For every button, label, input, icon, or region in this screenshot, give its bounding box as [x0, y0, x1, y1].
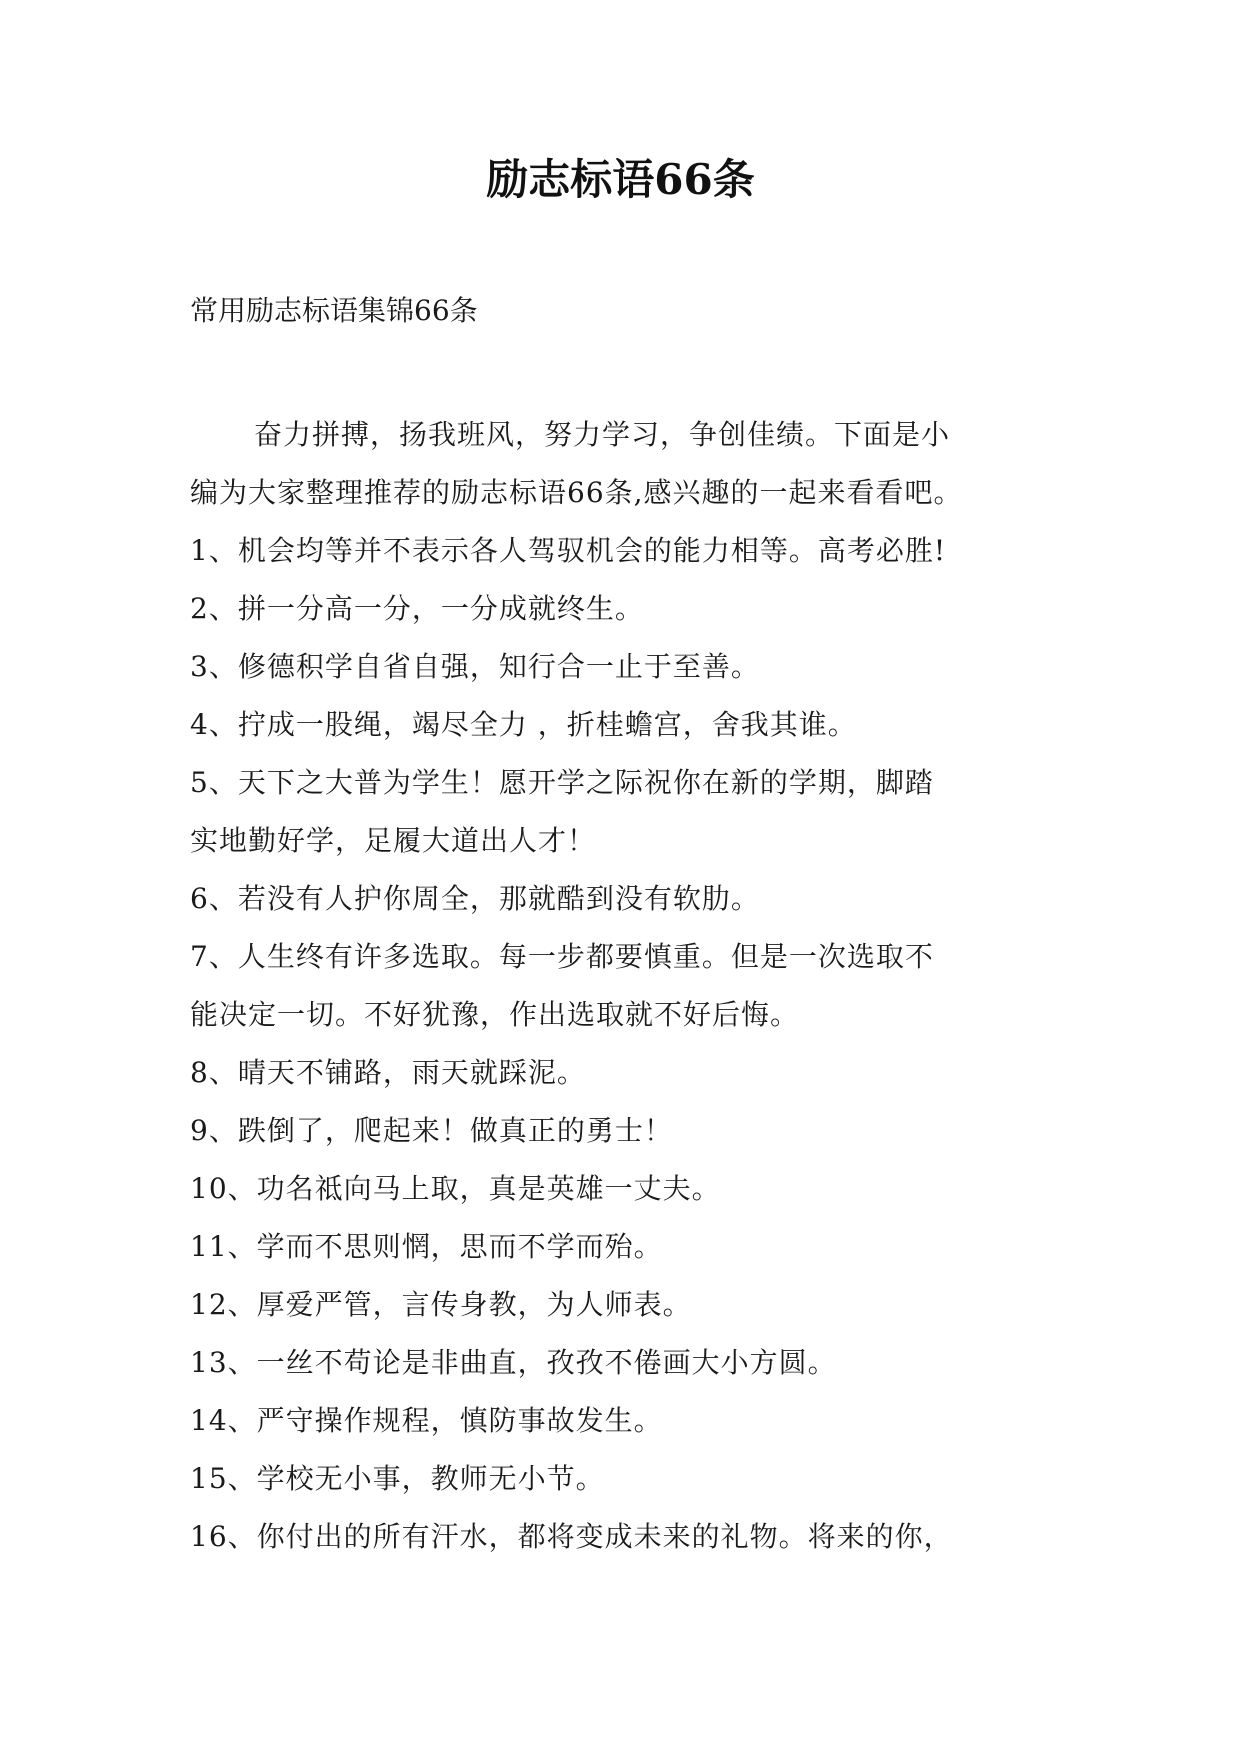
- intro-line: 奋力拼搏，扬我班风，努力学习，争创佳绩。下面是小: [254, 418, 951, 451]
- slogan-line: 12、厚爱严管，言传身教，为人师表。: [190, 1288, 692, 1321]
- slogan-line: 8、晴天不铺路，雨天就踩泥。: [190, 1056, 586, 1089]
- slogan-line: 11、学而不思则惘，思而不学而殆。: [190, 1230, 663, 1263]
- slogan-line: 14、严守操作规程，慎防事故发生。: [190, 1404, 663, 1437]
- slogan-line: 10、功名祗向马上取，真是英雄一丈夫。: [190, 1172, 721, 1205]
- slogan-line: 5、天下之大普为学生！愿开学之际祝你在新的学期，脚踏: [190, 766, 934, 799]
- slogan-line: 16、你付出的所有汗水，都将变成未来的礼物。将来的你，: [190, 1520, 953, 1553]
- document-subtitle: 常用励志标语集锦66条: [190, 294, 478, 327]
- slogan-line: 6、若没有人护你周全，那就酷到没有软肋。: [190, 882, 760, 915]
- slogan-line: 4、拧成一股绳，竭尽全力 ，折桂蟾宫，舍我其谁。: [190, 708, 857, 741]
- slogan-line: 2、拼一分高一分，一分成就终生。: [190, 592, 644, 625]
- slogan-line: 3、修德积学自省自强，知行合一止于至善。: [190, 650, 760, 683]
- document-body: [190, 406, 1060, 1566]
- slogan-line: 15、学校无小事，教师无小节。: [190, 1462, 605, 1495]
- slogan-line: 实地勤好学，足履大道出人才！: [190, 824, 597, 857]
- slogan-line: 13、一丝不苟论是非曲直，孜孜不倦画大小方圆。: [190, 1346, 837, 1379]
- intro-line: 编为大家整理推荐的励志标语66条,感兴趣的一起来看看吧。: [190, 476, 963, 509]
- slogan-line: 7、人生终有许多选取。每一步都要慎重。但是一次选取不: [190, 940, 934, 973]
- slogan-line: 1、机会均等并不表示各人驾驭机会的能力相等。高考必胜!: [190, 534, 947, 567]
- slogan-line: 能决定一切。不好犹豫，作出选取就不好后悔。: [190, 998, 800, 1031]
- document-title: 励志标语66条: [486, 155, 755, 204]
- slogan-line: 9、跌倒了，爬起来！做真正的勇士！: [190, 1114, 673, 1147]
